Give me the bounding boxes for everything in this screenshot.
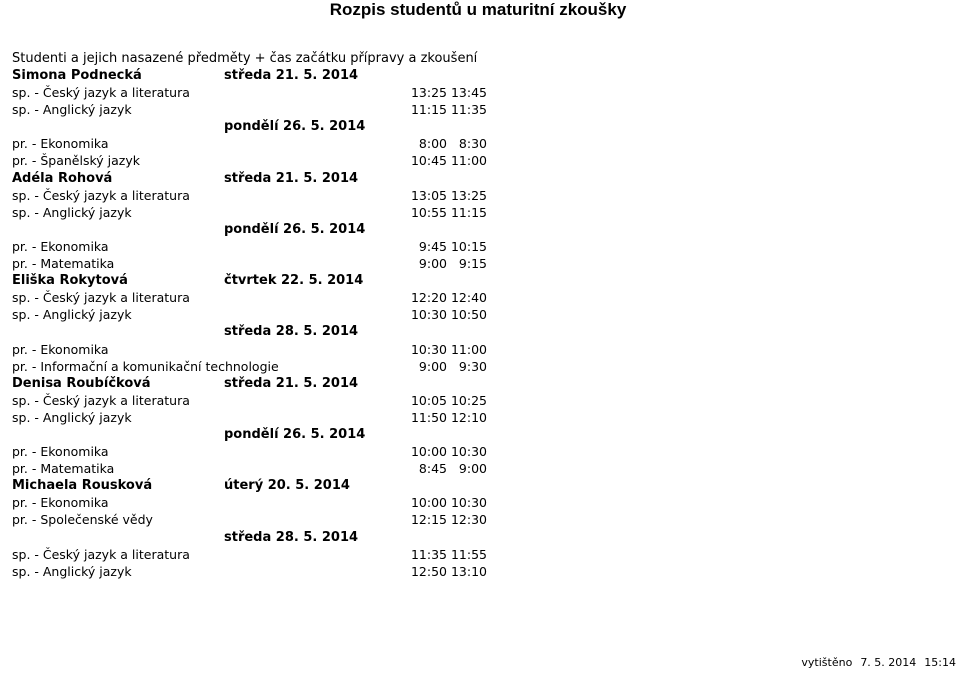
exam-row: [0, 238, 960, 255]
exam-subject: sp. - Český jazyk a literatura: [12, 546, 190, 562]
day-header-row: [0, 221, 960, 238]
exam-subject: sp. - Anglický jazyk: [12, 102, 132, 118]
exam-row: [0, 409, 960, 426]
prep-start-time: 10:45: [410, 153, 447, 169]
exam-row: [0, 511, 960, 528]
report-subtitle: Studenti a jejich nasazené předměty + čas začátku přípravy a zkoušení: [12, 51, 478, 66]
exam-start-time: 13:10: [450, 563, 487, 579]
exam-day: pondělí 26. 5. 2014: [224, 119, 366, 135]
exam-row: [0, 546, 960, 563]
exam-subject: sp. - Český jazyk a literatura: [12, 187, 190, 203]
prep-start-time: 11:35: [410, 546, 447, 562]
print-label: vytištěno: [801, 656, 853, 669]
print-time: 15:14: [924, 656, 956, 669]
exam-start-time: 11:00: [450, 341, 487, 357]
page-title: Rozpis studentů u maturitní zkoušky: [329, 0, 627, 19]
prep-start-time: 12:20: [410, 290, 447, 306]
prep-start-time: 13:05: [410, 187, 447, 203]
exam-start-time: 11:55: [450, 546, 487, 562]
prep-start-time: 10:05: [410, 392, 447, 408]
exam-day: úterý 20. 5. 2014: [224, 478, 350, 494]
exam-subject: sp. - Anglický jazyk: [12, 409, 132, 425]
exam-start-time: 10:15: [450, 238, 487, 254]
exam-start-time: 11:15: [450, 204, 487, 220]
exam-subject: pr. - Ekonomika: [12, 444, 109, 460]
prep-start-time: 9:00: [418, 256, 447, 272]
prep-start-time: 9:45: [418, 238, 447, 254]
exam-row: [0, 358, 960, 375]
exam-subject: pr. - Ekonomika: [12, 341, 109, 357]
student-header-row: [0, 67, 960, 84]
exam-start-time: 8:30: [458, 136, 487, 152]
prep-start-time: 10:00: [410, 495, 447, 511]
exam-subject: sp. - Český jazyk a literatura: [12, 392, 190, 408]
prep-start-time: 8:00: [418, 136, 447, 152]
exam-subject: sp. - Český jazyk a literatura: [12, 290, 190, 306]
day-header-row: [0, 323, 960, 340]
student-header-row: [0, 170, 960, 187]
exam-day: čtvrtek 22. 5. 2014: [224, 273, 364, 289]
exam-row: [0, 289, 960, 306]
exam-row: [0, 392, 960, 409]
student-name: Michaela Rousková: [12, 478, 153, 494]
exam-subject: sp. - Český jazyk a literatura: [12, 85, 190, 101]
exam-subject: pr. - Matematika: [12, 256, 115, 272]
exam-row: [0, 306, 960, 323]
exam-start-time: 10:25: [450, 392, 487, 408]
exam-row: [0, 204, 960, 221]
exam-day: středa 21. 5. 2014: [224, 375, 359, 391]
student-name: Denisa Roubíčková: [12, 375, 151, 391]
exam-subject: sp. - Anglický jazyk: [12, 307, 132, 323]
exam-start-time: 11:00: [450, 153, 487, 169]
print-date: 7. 5. 2014: [860, 656, 917, 669]
exam-day: středa 21. 5. 2014: [224, 68, 359, 83]
day-header-row: [0, 529, 960, 546]
day-header-row: [0, 426, 960, 443]
student-name: Simona Podnecká: [12, 68, 142, 83]
exam-start-time: 12:40: [450, 290, 487, 306]
student-header-row: [0, 272, 960, 289]
exam-subject: pr. - Informační a komunikační technologie: [12, 358, 279, 374]
student-name: Adéla Rohová: [12, 170, 113, 186]
prep-start-time: 12:50: [410, 563, 447, 579]
exam-subject: pr. - Ekonomika: [12, 238, 109, 254]
exam-row: [0, 101, 960, 118]
exam-start-time: 9:15: [458, 256, 487, 272]
prep-start-time: 10:30: [410, 341, 447, 357]
exam-start-time: 9:30: [458, 358, 487, 374]
prep-start-time: 8:45: [418, 461, 447, 477]
exam-start-time: 11:35: [450, 102, 487, 118]
prep-start-time: 10:55: [410, 204, 447, 220]
exam-day: pondělí 26. 5. 2014: [224, 426, 366, 442]
exam-start-time: 9:00: [458, 461, 487, 477]
exam-day: pondělí 26. 5. 2014: [224, 221, 366, 237]
student-header-row: [0, 375, 960, 392]
exam-row: [0, 341, 960, 358]
exam-start-time: 12:10: [450, 409, 487, 425]
exam-start-time: 10:50: [450, 307, 487, 323]
exam-row: [0, 563, 960, 580]
exam-row: [0, 460, 960, 477]
exam-day: středa 28. 5. 2014: [224, 529, 359, 545]
prep-start-time: 11:50: [410, 409, 447, 425]
prep-start-time: 9:00: [418, 358, 447, 374]
print-footer: [793, 656, 956, 670]
prep-start-time: 10:30: [410, 307, 447, 323]
exam-start-time: 13:45: [450, 85, 487, 101]
student-header-row: [0, 477, 960, 494]
exam-row: [0, 494, 960, 511]
exam-row: [0, 152, 960, 169]
exam-row: [0, 135, 960, 152]
schedule-list: [0, 67, 960, 580]
exam-subject: pr. - Ekonomika: [12, 136, 109, 152]
day-header-row: [0, 118, 960, 135]
exam-row: [0, 187, 960, 204]
exam-subject: pr. - Španělský jazyk: [12, 153, 140, 169]
exam-row: [0, 84, 960, 101]
exam-row: [0, 255, 960, 272]
prep-start-time: 11:15: [410, 102, 447, 118]
exam-subject: pr. - Ekonomika: [12, 495, 109, 511]
prep-start-time: 13:25: [410, 85, 447, 101]
student-name: Eliška Rokytová: [12, 273, 128, 289]
exam-subject: sp. - Anglický jazyk: [12, 563, 132, 579]
exam-row: [0, 443, 960, 460]
exam-start-time: 13:25: [450, 187, 487, 203]
exam-day: středa 21. 5. 2014: [224, 170, 359, 186]
exam-subject: sp. - Anglický jazyk: [12, 204, 132, 220]
exam-subject: pr. - Společenské vědy: [12, 512, 153, 528]
prep-start-time: 12:15: [410, 512, 447, 528]
exam-day: středa 28. 5. 2014: [224, 324, 359, 340]
prep-start-time: 10:00: [410, 444, 447, 460]
exam-start-time: 10:30: [450, 444, 487, 460]
exam-subject: pr. - Matematika: [12, 461, 115, 477]
exam-start-time: 10:30: [450, 495, 487, 511]
exam-start-time: 12:30: [450, 512, 487, 528]
